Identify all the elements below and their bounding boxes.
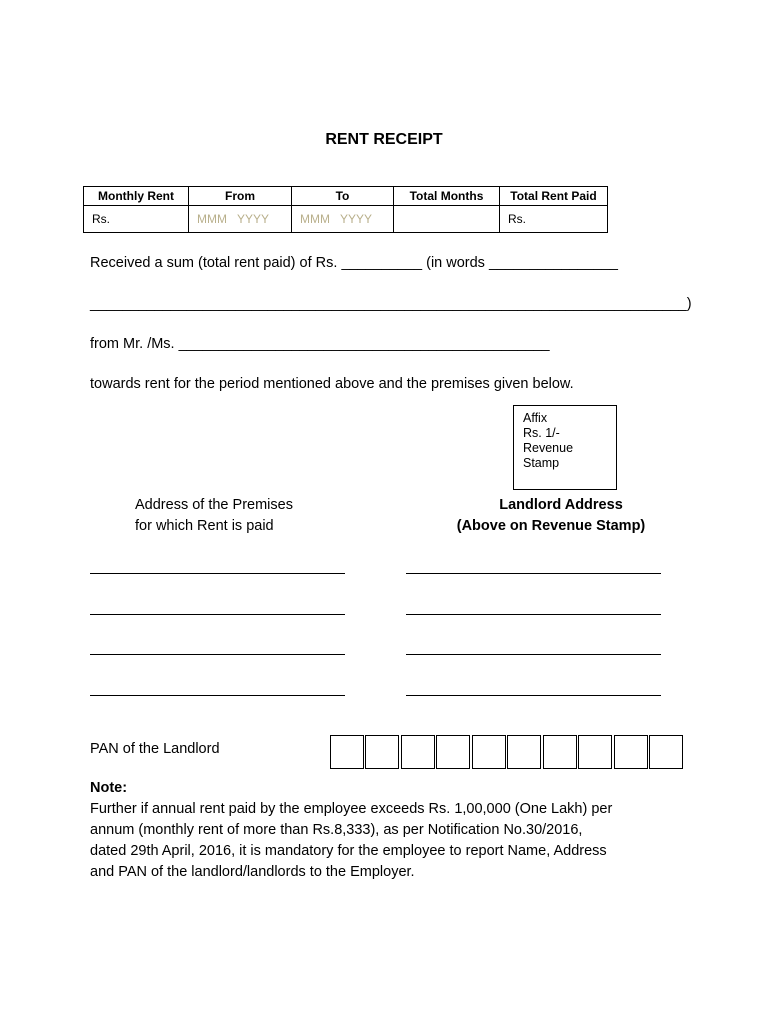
stamp-text: Affix [523,411,548,425]
from-date-field[interactable] [189,206,292,233]
rent-table [83,186,608,233]
note-heading: Note: [90,780,128,796]
towards-rent-line: towards rent for the period mentioned above and the premises given below. [90,376,574,392]
amount-in-words-line: __________________________________________________________________________) [90,296,692,312]
premises-address-blank[interactable] [90,695,345,696]
note-body [90,799,710,883]
landlord-address-heading: Landlord Address [499,497,623,513]
pan-character-box[interactable] [578,735,612,769]
received-sum-line: Received a sum (total rent paid) of Rs. __________ (in words ________________ [90,255,618,271]
pan-character-box[interactable] [330,735,364,769]
monthly-rent-field[interactable]: Rs. [84,206,189,233]
to-month-placeholder: MMM [300,212,330,226]
revenue-stamp-box [513,405,617,490]
header-total-rent-paid: Total Rent Paid [500,187,608,206]
pan-character-box[interactable] [472,735,506,769]
premises-address-blank[interactable] [90,573,345,574]
stamp-text: Revenue [523,441,574,455]
from-year-placeholder: YYYY [237,212,270,226]
note-line: annum (monthly rent of more than Rs.8,333), as per Notification No.30/2016, [90,822,583,838]
pan-character-box[interactable] [401,735,435,769]
to-date-field[interactable] [292,206,394,233]
note-line: Further if annual rent paid by the employee exceeds Rs. 1,00,000 (One Lakh) per [90,801,613,817]
pan-character-box[interactable] [614,735,648,769]
document-title: RENT RECEIPT [325,131,443,148]
premises-address-blank[interactable] [90,654,345,655]
stamp-text: Stamp [523,456,560,470]
header-total-months: Total Months [394,187,500,206]
pan-label: PAN of the Landlord [90,741,220,757]
table-header-row [84,187,608,206]
tenant-name-line: from Mr. /Ms. ______________________________________________ [90,336,550,352]
landlord-address-blank[interactable] [406,573,661,574]
table-row [84,206,608,233]
pan-character-box[interactable] [649,735,683,769]
premises-heading: Address of the Premises [135,497,293,513]
landlord-address-blank[interactable] [406,614,661,615]
note-line: and PAN of the landlord/landlords to the Employer. [90,864,415,880]
header-from: From [189,187,292,206]
pan-character-box[interactable] [507,735,541,769]
pan-character-box[interactable] [365,735,399,769]
note-line: dated 29th April, 2016, it is mandatory for the employee to report Name, Address [90,843,607,859]
pan-character-box[interactable] [436,735,470,769]
header-to: To [292,187,394,206]
total-months-field[interactable] [394,206,500,233]
stamp-text: Rs. 1/- [523,426,560,440]
landlord-address-blank[interactable] [406,654,661,655]
total-rent-paid-field[interactable]: Rs. [500,206,608,233]
premises-address-blank[interactable] [90,614,345,615]
premises-subheading: for which Rent is paid [135,518,274,534]
to-year-placeholder: YYYY [340,212,373,226]
pan-character-box[interactable] [543,735,577,769]
landlord-address-blank[interactable] [406,695,661,696]
landlord-address-subheading: (Above on Revenue Stamp) [456,518,646,534]
from-month-placeholder: MMM [197,212,227,226]
header-monthly-rent: Monthly Rent [84,187,189,206]
